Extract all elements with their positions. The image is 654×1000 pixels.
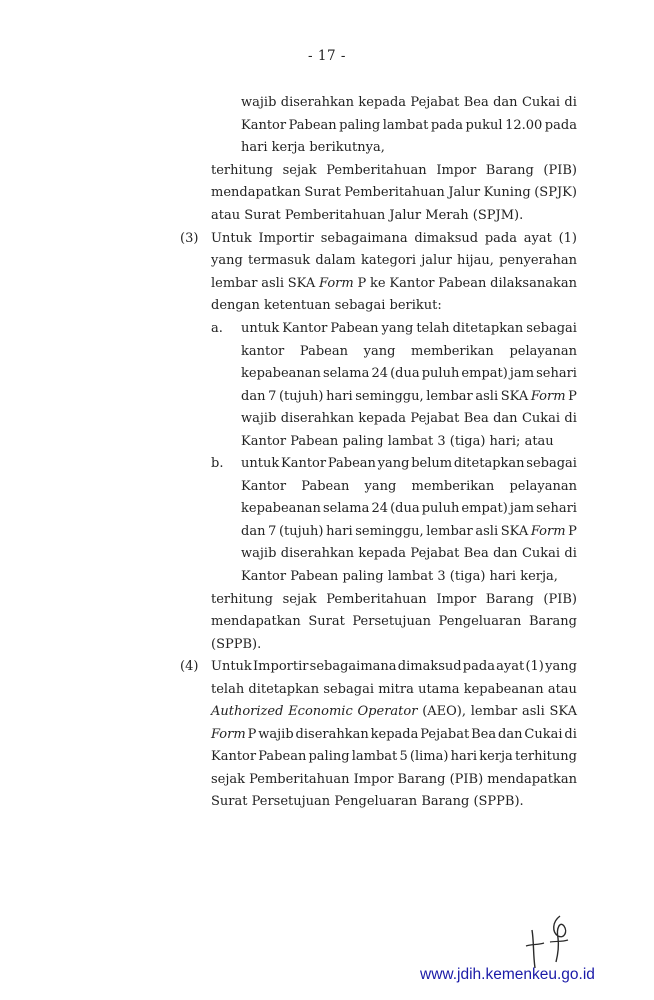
word: hari — [241, 140, 268, 155]
word: atau — [211, 208, 241, 223]
word: Bea — [471, 727, 497, 742]
word: untuk — [241, 456, 280, 471]
word: (1) — [525, 659, 544, 674]
word: Bea — [463, 95, 489, 110]
word: Barang — [485, 163, 534, 178]
word: Untuk — [211, 659, 252, 674]
word: sebagaimana — [320, 231, 408, 246]
word: asli — [522, 704, 545, 719]
word: (SPJK) — [534, 185, 577, 200]
word: wajib — [241, 546, 277, 561]
text-line — [211, 160, 577, 182]
word: diserahkan — [280, 411, 354, 426]
word: (SPPB). — [473, 794, 524, 809]
word: sejak — [282, 592, 317, 607]
text-line — [211, 634, 261, 656]
word: ke — [370, 276, 386, 291]
word: sebagai — [526, 321, 577, 336]
word: kategori — [360, 253, 417, 268]
word: lambat — [382, 118, 429, 133]
word: ayat — [496, 659, 525, 674]
word: pada — [462, 659, 495, 674]
word: (1) — [558, 231, 577, 246]
word: Pejabat — [410, 95, 460, 110]
word: kerja — [271, 140, 306, 155]
word: kantor — [241, 344, 285, 359]
word: empat) — [461, 501, 508, 516]
word: mendapatkan — [211, 614, 301, 629]
word: pelayanan — [509, 479, 577, 494]
text-line — [241, 341, 577, 363]
word: atau — [547, 682, 577, 697]
word: di — [564, 727, 577, 742]
word: jam — [509, 501, 535, 516]
word: mendapatkan — [487, 772, 577, 787]
word: hari — [326, 524, 353, 539]
word: Importir — [253, 659, 309, 674]
word: jam — [509, 366, 535, 381]
word: belum — [411, 456, 453, 471]
word: pada — [484, 231, 518, 246]
word: kepada — [358, 411, 407, 426]
text-line — [211, 182, 577, 204]
word: terhitung — [514, 749, 577, 764]
word: selama — [323, 501, 370, 516]
word: Pemberitahuan — [249, 772, 350, 787]
text-line — [211, 656, 577, 678]
word: Surat — [244, 208, 281, 223]
word: Pabean — [290, 434, 339, 449]
word: hari — [450, 749, 478, 764]
word: Persetujuan — [251, 794, 331, 809]
word: telah — [211, 682, 245, 697]
text-line — [241, 408, 577, 430]
word: Cukai — [521, 411, 561, 426]
word: sehari — [536, 366, 577, 381]
word: diserahkan — [295, 727, 369, 742]
word: paling — [342, 569, 384, 584]
word: terhitung — [211, 592, 273, 607]
word: 7 — [268, 389, 277, 404]
word: 3 — [437, 569, 446, 584]
text-line — [211, 679, 577, 701]
word: ditetapkan — [452, 321, 524, 336]
word: (AEO), — [422, 704, 466, 719]
text-line — [241, 476, 577, 498]
word: jalur — [421, 253, 452, 268]
word: Pejabat — [410, 546, 460, 561]
word: Pabean — [438, 276, 487, 291]
word: lembar — [470, 704, 518, 719]
paragraph-number: (3) — [180, 231, 199, 246]
word: Merah — [425, 208, 469, 223]
word: SKA — [500, 389, 529, 404]
word: telah — [416, 321, 450, 336]
word: wajib — [258, 727, 294, 742]
word: Form — [211, 727, 246, 742]
text-line — [241, 521, 577, 543]
word: Kantor — [280, 456, 327, 471]
word: 5 — [399, 749, 408, 764]
word: diserahkan — [280, 95, 354, 110]
word: Pejabat — [420, 727, 470, 742]
word: di — [564, 411, 577, 426]
word: yang — [377, 456, 410, 471]
word: Form — [530, 389, 566, 404]
word: lambat — [387, 569, 434, 584]
text-line — [211, 205, 523, 227]
word: 24 — [371, 366, 388, 381]
word: Kantor — [241, 118, 287, 133]
word: SKA — [287, 276, 316, 291]
word: dan — [241, 389, 266, 404]
word: Barang — [528, 614, 577, 629]
word: Kantor — [211, 749, 257, 764]
word: Operator — [357, 704, 418, 719]
word: puluh — [421, 366, 460, 381]
word: Pejabat — [410, 411, 460, 426]
word: Pabean — [299, 344, 348, 359]
word: kepada — [358, 546, 407, 561]
word: Pemberitahuan — [284, 208, 386, 223]
text-line — [211, 228, 577, 250]
word: Importir — [258, 231, 314, 246]
word: kepabeanan — [463, 682, 544, 697]
word: (PIB) — [449, 772, 484, 787]
word: ditetapkan — [248, 682, 320, 697]
word: Impor — [436, 163, 477, 178]
word: yang — [545, 659, 577, 674]
word: dan — [241, 524, 266, 539]
handwritten-initials-icon — [522, 912, 582, 974]
word: hari — [326, 389, 353, 404]
word: Kantor — [241, 434, 287, 449]
word: (PIB) — [543, 592, 577, 607]
text-line — [211, 295, 442, 317]
word: Pemberitahuan — [326, 592, 427, 607]
word: Kantor — [241, 569, 287, 584]
word: (SPJM). — [472, 208, 524, 223]
word: termasuk — [248, 253, 311, 268]
word: pukul — [465, 118, 503, 133]
word: memberikan — [411, 344, 494, 359]
word: asli — [475, 524, 499, 539]
word: Kantor — [241, 479, 287, 494]
word: Jalur — [389, 208, 422, 223]
word: kepabeanan — [241, 366, 321, 381]
word: Barang — [421, 794, 470, 809]
text-line — [211, 273, 577, 295]
word: SKA — [500, 524, 529, 539]
word: Jalur — [448, 185, 481, 200]
word: (tiga) — [449, 434, 486, 449]
word: Untuk — [211, 231, 252, 246]
text-line — [241, 543, 577, 565]
word: P — [568, 524, 577, 539]
word: untuk — [241, 321, 280, 336]
word: Impor — [436, 592, 477, 607]
text-line — [241, 115, 577, 137]
word: empat) — [461, 366, 508, 381]
word: (tujuh) — [278, 524, 324, 539]
word: kepabeanan — [241, 501, 321, 516]
word: utama — [418, 682, 460, 697]
word: (dua — [390, 366, 420, 381]
word: (PIB) — [543, 163, 577, 178]
word: pada — [544, 118, 577, 133]
word: Economic — [288, 704, 353, 719]
word: (tiga) — [449, 569, 486, 584]
word: 24 — [371, 501, 388, 516]
word: lembar — [211, 276, 258, 291]
text-line — [241, 318, 577, 340]
word: pelayanan — [509, 344, 577, 359]
word: Pengeluaran — [438, 614, 522, 629]
text-line — [211, 589, 577, 611]
footer-url-link[interactable]: www.jdih.kemenkeu.go.id — [420, 966, 595, 983]
word: yang — [364, 479, 397, 494]
word: Surat — [304, 185, 341, 200]
word: asli — [475, 389, 499, 404]
text-line — [211, 724, 577, 746]
word: Kantor — [389, 276, 435, 291]
word: lambat — [387, 434, 434, 449]
word: terhitung — [211, 163, 273, 178]
word: yang — [381, 321, 414, 336]
word: Surat — [211, 794, 248, 809]
word: lambat — [351, 749, 398, 764]
word: berikutnya, — [309, 140, 385, 155]
text-line — [241, 386, 577, 408]
word: Bea — [463, 411, 489, 426]
word: di — [564, 95, 577, 110]
word: Persetujuan — [352, 614, 431, 629]
word: dimaksud — [414, 231, 479, 246]
text-line — [211, 769, 577, 791]
text-line — [241, 137, 385, 159]
word: yang — [363, 344, 396, 359]
word: lembar — [426, 524, 473, 539]
word: Pabean — [290, 569, 339, 584]
word: di — [564, 546, 577, 561]
word: P — [357, 276, 367, 291]
word: P — [568, 389, 577, 404]
word: atau — [524, 434, 554, 449]
word: paling — [342, 434, 384, 449]
word: 7 — [268, 524, 277, 539]
text-line — [241, 431, 554, 453]
word: Form — [530, 524, 566, 539]
word: asli — [261, 276, 284, 291]
word: ayat — [523, 231, 552, 246]
word: dalam — [315, 253, 356, 268]
word: Pemberitahuan — [344, 185, 445, 200]
word: sebagai — [323, 682, 374, 697]
word: SKA — [549, 704, 577, 719]
word: pada — [430, 118, 463, 133]
word: memberikan — [411, 479, 495, 494]
word: puluh — [421, 501, 460, 516]
word: dimaksud — [397, 659, 462, 674]
word: ditetapkan — [453, 456, 525, 471]
word: kerja — [479, 749, 513, 764]
word: Cukai — [524, 727, 563, 742]
word: berikut: — [389, 298, 442, 313]
word: mendapatkan — [211, 185, 301, 200]
word: Bea — [463, 546, 489, 561]
word: kepada — [358, 95, 407, 110]
word: penyerahan — [499, 253, 577, 268]
word: Kuning — [483, 185, 531, 200]
word: Cukai — [521, 546, 561, 561]
word: diserahkan — [280, 546, 354, 561]
word: dengan — [211, 298, 260, 313]
word: selama — [323, 366, 370, 381]
word: Form — [319, 276, 354, 291]
word: dilaksanakan — [490, 276, 577, 291]
word: Surat — [308, 614, 345, 629]
word: lembar — [426, 389, 473, 404]
word: paling — [339, 118, 381, 133]
text-line — [211, 791, 524, 813]
text-line — [211, 701, 577, 723]
word: Kantor — [282, 321, 328, 336]
word: dan — [498, 727, 523, 742]
word: ketentuan — [263, 298, 331, 313]
word: sebagaimana — [309, 659, 397, 674]
text-line — [211, 746, 577, 768]
word: (SPPB). — [211, 637, 262, 652]
word: sehari — [536, 501, 577, 516]
word: mitra — [378, 682, 414, 697]
word: kepada — [370, 727, 419, 742]
word: Impor — [353, 772, 394, 787]
word: Pabean — [330, 321, 379, 336]
word: Pabean — [301, 479, 350, 494]
text-line — [241, 498, 577, 520]
word: 12.00 — [505, 118, 543, 133]
word: Pabean — [288, 118, 337, 133]
word: hijau, — [457, 253, 494, 268]
word: seminggu, — [355, 524, 424, 539]
list-marker: a. — [211, 321, 223, 336]
word: paling — [308, 749, 350, 764]
page-number: - 17 - — [308, 48, 346, 64]
word: dan — [493, 95, 518, 110]
word: Barang — [397, 772, 446, 787]
word: (dua — [390, 501, 420, 516]
text-line — [241, 92, 577, 114]
word: dan — [493, 546, 518, 561]
word: Authorized — [211, 704, 284, 719]
word: (lima) — [409, 749, 449, 764]
word: hari — [489, 569, 517, 584]
word: (tujuh) — [278, 389, 324, 404]
word: sebagai — [334, 298, 386, 313]
text-line — [211, 611, 577, 633]
word: sebagai — [526, 456, 577, 471]
word: kerja, — [520, 569, 558, 584]
word: dan — [493, 411, 518, 426]
word: yang — [211, 253, 243, 268]
word: Pabean — [327, 456, 376, 471]
word: 3 — [437, 434, 446, 449]
word: wajib — [241, 411, 277, 426]
word: sejak — [282, 163, 317, 178]
word: sejak — [211, 772, 246, 787]
paragraph-number: (4) — [180, 659, 199, 674]
text-line — [241, 566, 558, 588]
word: hari; — [489, 434, 521, 449]
word: Cukai — [521, 95, 561, 110]
word: Pabean — [258, 749, 307, 764]
word: wajib — [241, 95, 277, 110]
word: Pengeluaran — [334, 794, 418, 809]
text-line — [211, 250, 577, 272]
word: Barang — [485, 592, 534, 607]
word: P — [247, 727, 257, 742]
list-marker: b. — [211, 456, 224, 471]
word: seminggu, — [355, 389, 424, 404]
text-line — [241, 363, 577, 385]
word: Pemberitahuan — [326, 163, 427, 178]
text-line — [241, 453, 577, 475]
